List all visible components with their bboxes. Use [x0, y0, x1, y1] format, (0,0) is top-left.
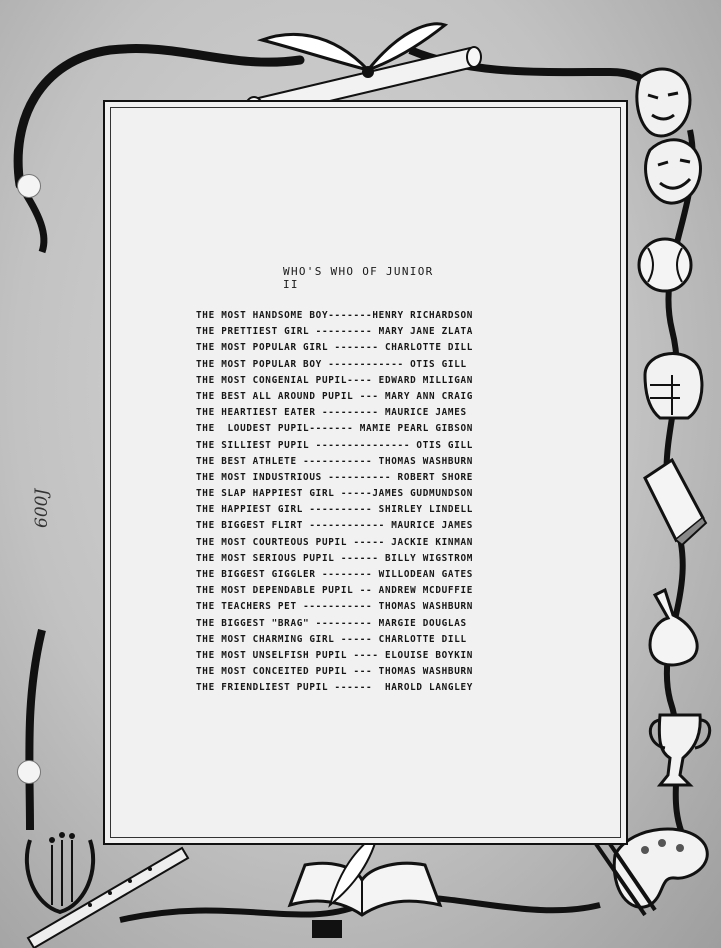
list-item — [196, 616, 536, 632]
entry-leader: -- — [353, 585, 379, 597]
entry-leader: ------------ — [321, 358, 411, 370]
page-title: WHO'S WHO OF JUNIOR II — [283, 265, 434, 291]
entry-leader: ------ — [334, 552, 385, 564]
entry-name: SHIRLEY LINDELL — [378, 504, 474, 516]
entry-leader: ------ — [328, 682, 385, 694]
trophy-icon — [650, 715, 709, 785]
entry-leader: ------- — [328, 342, 385, 354]
entry-leader: --- — [347, 666, 379, 678]
entry-name: OTIS GILL — [416, 439, 474, 451]
entry-category: THE MOST COURTEOUS PUPIL — [196, 536, 348, 548]
list-item — [196, 324, 536, 340]
entry-leader: ---- — [347, 374, 379, 386]
entry-leader: ------------ — [303, 520, 392, 532]
entry-category: THE BEST ALL AROUND PUPIL — [196, 390, 354, 402]
entry-name: THOMAS WASHBURN — [378, 666, 474, 678]
entry-leader: -------- — [315, 569, 379, 580]
entry-category: THE TEACHERS PET — [196, 601, 297, 613]
entry-category: THE BIGGEST GIGGLER — [196, 569, 316, 580]
entry-leader: ---- — [347, 649, 385, 661]
book-icon — [645, 460, 706, 545]
list-item — [196, 551, 536, 567]
list-item — [196, 567, 536, 583]
entry-name: ANDREW MCDUFFIE — [378, 585, 474, 597]
lyre-icon — [27, 832, 93, 912]
open-book-quill-icon — [290, 832, 440, 938]
entry-name: BILLY WIGSTROM — [384, 552, 474, 564]
baseball-icon — [639, 239, 691, 291]
entry-name: MARGIE DOUGLAS — [378, 617, 467, 629]
entry-leader: ---------- — [321, 471, 398, 483]
list-item — [196, 648, 536, 664]
entry-leader: ------- — [309, 423, 360, 435]
entry-leader: --------- — [309, 326, 379, 338]
list-item — [196, 583, 536, 599]
entry-category: THE HEARTIEST EATER — [196, 407, 316, 419]
list-item — [196, 454, 536, 470]
list-item — [196, 632, 536, 648]
entry-name: MARY JANE ZLATA — [378, 326, 474, 338]
list-item — [196, 421, 536, 437]
list-item — [196, 389, 536, 405]
list-item — [196, 357, 536, 373]
entry-name: ROBERT SHORE — [397, 471, 474, 483]
entry-name: THOMAS WASHBURN — [378, 455, 474, 467]
football-helmet-icon — [645, 354, 702, 418]
entry-category: THE MOST UNSELFISH PUPIL — [196, 649, 348, 661]
entry-name: MAMIE PEARL GIBSON — [359, 423, 474, 435]
entry-name: HENRY RICHARDSON — [372, 310, 474, 321]
entry-leader: ------- — [328, 310, 373, 321]
entry-category: THE MOST POPULAR BOY — [196, 358, 322, 370]
list-item — [196, 438, 536, 454]
entry-leader: ----- — [334, 488, 373, 500]
entry-category: THE FRIENDLIEST PUPIL — [196, 682, 329, 694]
entry-category: THE LOUDEST PUPIL — [196, 423, 310, 435]
entry-name: WILLODEAN GATES — [378, 569, 474, 580]
entry-name: ELOUISE BOYKIN — [384, 649, 474, 661]
entry-name: THOMAS WASHBURN — [378, 601, 474, 613]
entry-leader: ----------- — [296, 455, 379, 467]
margin-note: 600J — [32, 488, 52, 528]
entry-category: THE BIGGEST "BRAG" — [196, 617, 310, 629]
entry-name: EDWARD MILLIGAN — [378, 374, 474, 386]
list-item — [196, 486, 536, 502]
entry-name: OTIS GILL — [410, 358, 467, 370]
entry-category: THE MOST HANDSOME BOY — [196, 310, 329, 321]
list-item — [196, 340, 536, 356]
entry-category: THE MOST CONCEITED PUPIL — [196, 666, 348, 678]
flask-icon — [650, 590, 697, 665]
entry-category: THE MOST SERIOUS PUPIL — [196, 552, 335, 564]
entry-name: CHARLOTTE DILL — [378, 633, 467, 645]
list-item — [196, 405, 536, 421]
binder-hole-bottom — [17, 760, 41, 784]
list-item — [196, 470, 536, 486]
entry-category: THE BIGGEST FLIRT — [196, 520, 304, 532]
entry-category: THE MOST INDUSTRIOUS — [196, 471, 322, 483]
entry-leader: ---------- — [303, 504, 379, 516]
entry-category: THE MOST CHARMING GIRL — [196, 633, 335, 645]
entry-name: JACKIE KINMAN — [391, 536, 474, 548]
entry-name: CHARLOTTE DILL — [384, 342, 474, 354]
binder-hole-top — [17, 174, 41, 198]
entry-category: THE SLAP HAPPIEST GIRL — [196, 488, 335, 500]
entry-name: JAMES GUDMUNDSON — [372, 488, 474, 500]
entry-leader: --------- — [309, 617, 379, 629]
list-item — [196, 535, 536, 551]
entry-name: MARY ANN CRAIG — [384, 390, 474, 402]
entry-category: THE HAPPIEST GIRL — [196, 504, 304, 516]
list-item — [196, 373, 536, 389]
entry-name: HAROLD LANGLEY — [384, 682, 474, 694]
entry-name: MAURICE JAMES — [391, 520, 474, 532]
list-item — [196, 680, 536, 696]
entry-leader: ----- — [347, 536, 392, 548]
list-item — [196, 664, 536, 680]
entry-leader: --- — [353, 390, 385, 402]
entry-category: THE SILLIEST PUPIL — [196, 439, 310, 451]
entry-name: MAURICE JAMES — [384, 407, 467, 419]
entry-category: THE PRETTIEST GIRL — [196, 326, 310, 338]
list-item — [196, 308, 536, 324]
list-item — [196, 518, 536, 534]
entry-leader: --------- — [315, 407, 385, 419]
list-item — [196, 599, 536, 615]
entry-category: THE MOST CONGENIAL PUPIL — [196, 374, 348, 386]
entry-leader: ----------- — [296, 601, 379, 613]
entry-category: THE MOST DEPENDABLE PUPIL — [196, 585, 354, 597]
entry-category: THE MOST POPULAR GIRL — [196, 342, 329, 354]
entry-leader: --------------- — [309, 439, 417, 451]
whos-who-list — [196, 308, 536, 697]
list-item — [196, 502, 536, 518]
entry-category: THE BEST ATHLETE — [196, 455, 297, 467]
entry-leader: ----- — [334, 633, 379, 645]
